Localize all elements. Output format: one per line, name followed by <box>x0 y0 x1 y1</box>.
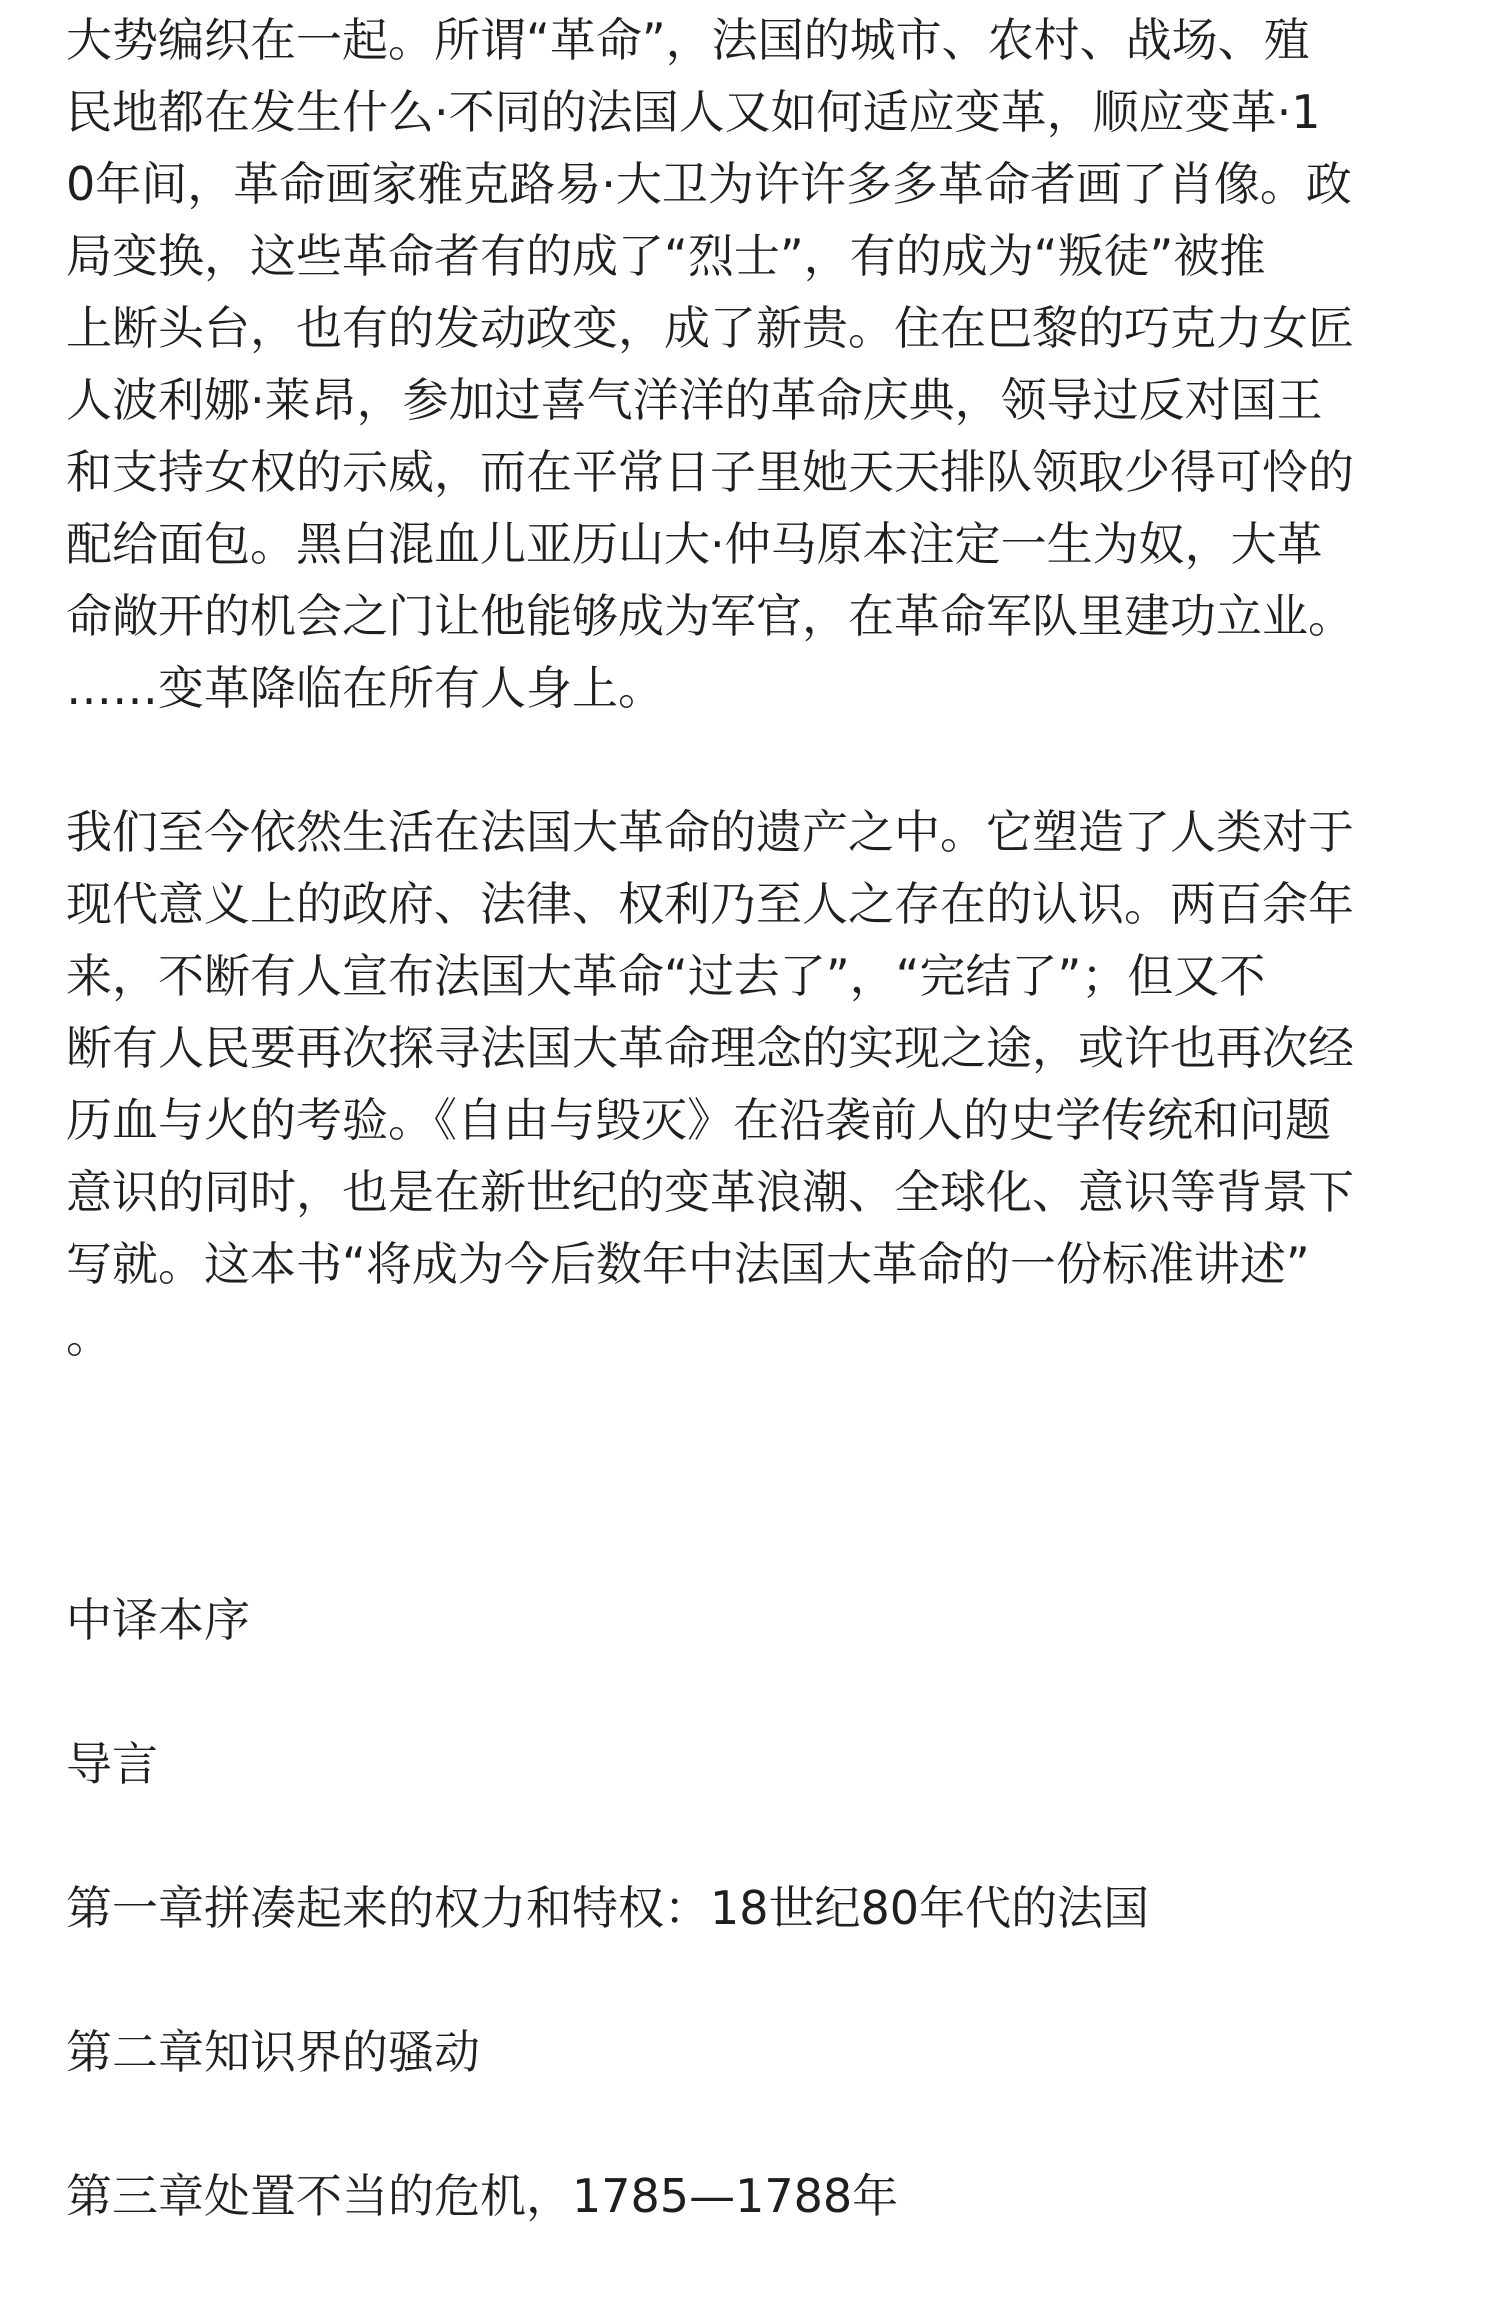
text-line: 写就。这本书“将成为今后数年中法国大革命的一份标准讲述” <box>66 1237 1310 1291</box>
text-line: 命敞开的机会之门让他能够成为军官，在革命军队里建功立业。 <box>66 589 1354 643</box>
toc-item: 导言 <box>66 1737 158 1791</box>
text-line: 历血与火的考验。《自由与毁灭》在沿袭前人的史学传统和问题 <box>66 1093 1331 1147</box>
body-paragraph <box>66 796 1446 1372</box>
text-line: 配给面包。黑白混血儿亚历山大·仲马原本注定一生为奴，大革 <box>66 517 1323 571</box>
text-line: 上断头台，也有的发动政变，成了新贵。住在巴黎的巧克力女匠 <box>66 301 1354 355</box>
text-line: 大势编织在一起。所谓“革命”，法国的城市、农村、战场、殖 <box>66 13 1310 67</box>
text-line: 我们至今依然生活在法国大革命的遗产之中。它塑造了人类对于 <box>66 805 1354 859</box>
text-line: 0年间，革命画家雅克路易·大卫为许许多多革命者画了肖像。政 <box>66 157 1352 211</box>
text-line: 现代意义上的政府、法律、权利乃至人之存在的认识。两百余年 <box>66 877 1354 931</box>
text-line: 。 <box>66 1309 112 1363</box>
text-line: ……变革降临在所有人身上。 <box>66 661 664 715</box>
text-line: 和支持女权的示威，而在平常日子里她天天排队领取少得可怜的 <box>66 445 1354 499</box>
toc-item: 第二章知识界的骚动 <box>66 2025 480 2079</box>
text-line: 局变换，这些革命者有的成了“烈士”，有的成为“叛徒”被推 <box>66 229 1266 283</box>
text-line: 人波利娜·莱昂，参加过喜气洋洋的革命庆典，领导过反对国王 <box>66 373 1323 427</box>
body-paragraph <box>66 4 1446 724</box>
toc-item: 第一章拼凑起来的权力和特权：18世纪80年代的法国 <box>66 1881 1150 1935</box>
text-line: 来，不断有人宣布法国大革命“过去了”，“完结了”；但又不 <box>66 949 1266 1003</box>
text-line: 意识的同时，也是在新世纪的变革浪潮、全球化、意识等背景下 <box>66 1165 1354 1219</box>
toc-item: 中译本序 <box>66 1593 250 1647</box>
text-line: 断有人民要再次探寻法国大革命理念的实现之途，或许也再次经 <box>66 1021 1354 1075</box>
toc-item: 第三章处置不当的危机，1785—1788年 <box>66 2169 899 2223</box>
text-line: 民地都在发生什么·不同的法国人又如何适应变革，顺应变革·1 <box>66 85 1321 139</box>
